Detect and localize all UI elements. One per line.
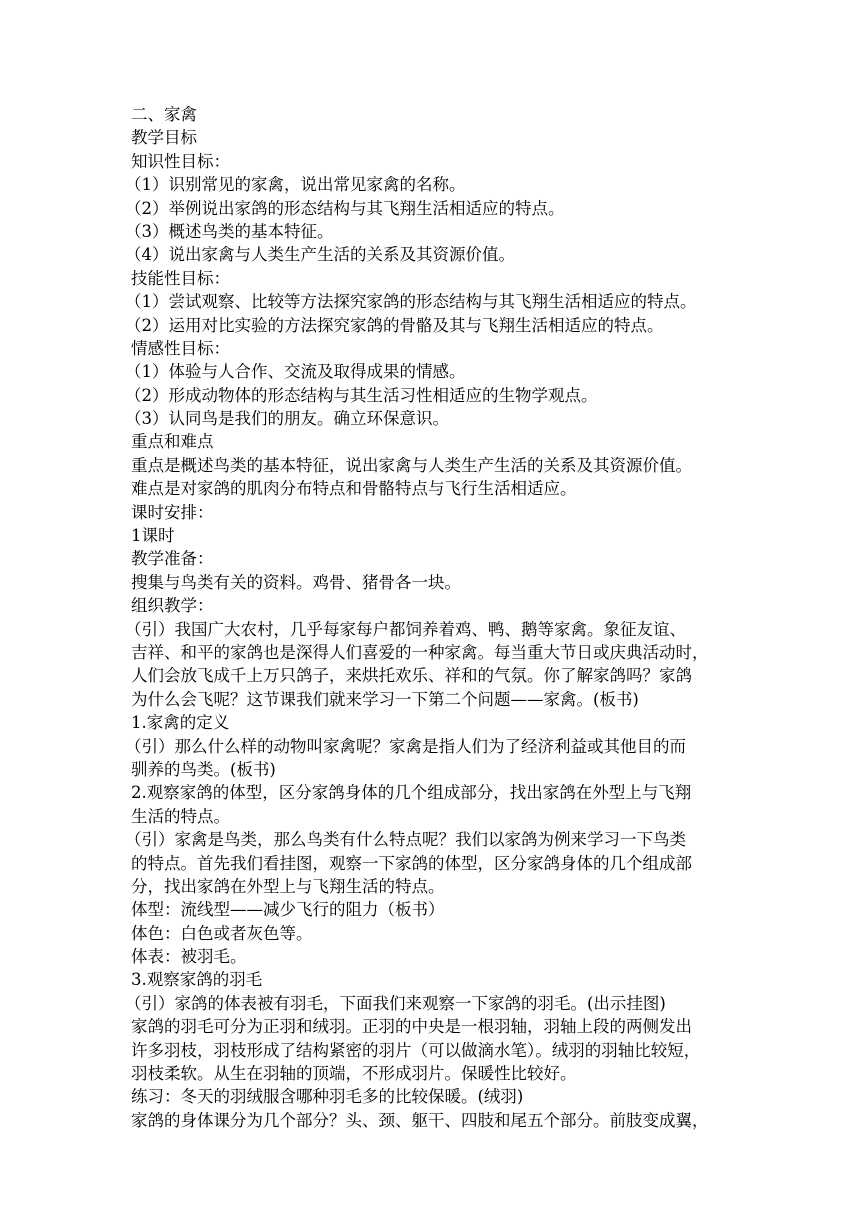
text-line: 分，找出家鸽在外型上与飞翔生活的特点。 bbox=[131, 876, 445, 896]
text-line: （1）识别常见的家禽，说出常见家禽的名称。 bbox=[125, 175, 466, 195]
text-line: 家鸽的羽毛可分为正羽和绒羽。正羽的中央是一根羽轴，羽轴上段的两侧发出 bbox=[131, 1017, 692, 1037]
document-page bbox=[125, 103, 741, 1132]
text-line: 重点是概述鸟类的基本特征，说出家禽与人类生产生活的关系及其资源价值。 bbox=[131, 455, 692, 475]
text-line: 技能性目标： bbox=[131, 268, 230, 288]
text-line: 3.观察家鸽的羽毛 bbox=[131, 970, 263, 990]
text-line: （2）运用对比实验的方法探究家鸽的骨骼及其与飞翔生活相适应的特点。 bbox=[125, 315, 664, 335]
text-line: 1.家禽的定义 bbox=[131, 713, 230, 733]
text-line: （引）我国广大农村，几乎每家每户都饲养着鸡、鸭、鹅等家禽。象征友谊、 bbox=[125, 619, 686, 639]
text-line: （1）尝试观察、比较等方法探究家鸽的形态结构与其飞翔生活相适应的特点。 bbox=[125, 292, 697, 312]
text-line: 重点和难点 bbox=[131, 432, 214, 452]
text-line: 驯养的鸟类。(板书) bbox=[131, 759, 276, 779]
text-line: （3）概述鸟类的基本特征。 bbox=[125, 221, 334, 241]
text-line: 的特点。首先我们看挂图，观察一下家鸽的体型，区分家鸽身体的几个组成部 bbox=[131, 853, 692, 873]
text-line: （引）那么什么样的动物叫家禽呢？家禽是指人们为了经济利益或其他目的而 bbox=[125, 736, 686, 756]
text-line: 生活的特点。 bbox=[131, 806, 230, 826]
text-line: 知识性目标： bbox=[131, 151, 230, 171]
text-line: （引）家禽是鸟类，那么鸟类有什么特点呢？我们以家鸽为例来学习一下鸟类 bbox=[125, 830, 686, 850]
text-line: 教学目标 bbox=[131, 128, 197, 148]
text-line: （引）家鸽的体表被有羽毛，下面我们来观察一下家鸽的羽毛。(出示挂图) bbox=[125, 993, 666, 1013]
text-line: 1课时 bbox=[131, 526, 175, 546]
text-line: 练习：冬天的羽绒服含哪种羽毛多的比较保暖。(绒羽) bbox=[131, 1087, 524, 1107]
text-line: 人们会放飞成千上万只鸽子，来烘托欢乐、祥和的气氛。你了解家鸽吗？家鸽 bbox=[131, 666, 692, 686]
text-line: 情感性目标： bbox=[131, 338, 230, 358]
text-line: 羽枝柔软。从生在羽轴的顶端，不形成羽片。保暖性比较好。 bbox=[131, 1064, 577, 1084]
text-line: 二、家禽 bbox=[131, 105, 197, 124]
text-line: 体表：被羽毛。 bbox=[131, 947, 247, 967]
text-line: （1）体验与人合作、交流及取得成果的情感。 bbox=[125, 362, 466, 382]
text-line: 许多羽枝，羽枝形成了结构紧密的羽片（可以做滴水笔）。绒羽的羽轴比较短， bbox=[131, 1040, 701, 1060]
text-line: 家鸽的身体课分为几个部分？头、颈、躯干、四肢和尾五个部分。前肢变成翼， bbox=[131, 1110, 709, 1130]
text-line: 组织教学： bbox=[131, 596, 214, 616]
text-line: 搜集与鸟类有关的资料。鸡骨、猪骨各一块。 bbox=[131, 572, 461, 592]
text-line: 体色：白色或者灰色等。 bbox=[131, 923, 313, 943]
text-line: 课时安排： bbox=[131, 502, 214, 522]
text-line: 2.观察家鸽的体型，区分家鸽身体的几个组成部分，找出家鸽在外型上与飞翔 bbox=[131, 783, 692, 803]
text-line: 吉祥、和平的家鸽也是深得人们喜爱的一种家禽。每当重大节日或庆典活动时， bbox=[131, 642, 709, 662]
text-line: （3）认同鸟是我们的朋友。确立环保意识。 bbox=[125, 409, 449, 429]
text-line: （2）形成动物体的形态结构与其生活习性相适应的生物学观点。 bbox=[125, 385, 598, 405]
text-line: （2）举例说出家鸽的形态结构与其飞翔生活相适应的特点。 bbox=[125, 198, 565, 218]
text-line: 体型：流线型——减少飞行的阻力（板书） bbox=[131, 900, 445, 920]
text-line: 难点是对家鸽的肌肉分布特点和骨骼特点与飞行生活相适应。 bbox=[131, 479, 577, 499]
text-line: 教学准备： bbox=[131, 549, 214, 569]
text-line: （4）说出家禽与人类生产生活的关系及其资源价值。 bbox=[125, 245, 515, 265]
text-line: 为什么会飞呢？这节课我们就来学习一下第二个问题——家禽。(板书) bbox=[131, 689, 639, 709]
